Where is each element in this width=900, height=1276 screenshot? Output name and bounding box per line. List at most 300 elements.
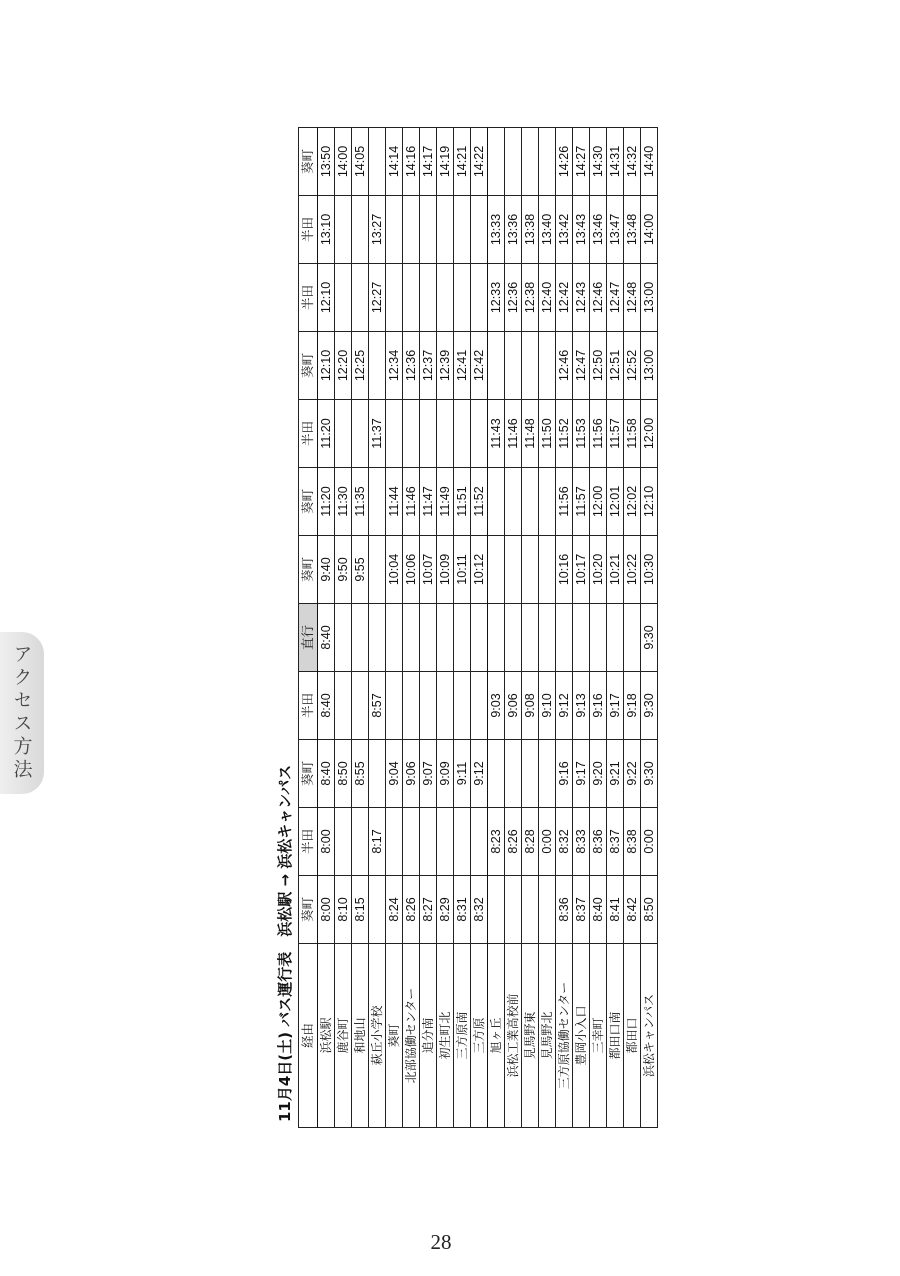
time-cell: 12:42 (471, 332, 488, 400)
time-cell: 12:02 (624, 468, 641, 536)
time-cell: 8:37 (573, 876, 590, 944)
time-cell: 14:22 (471, 128, 488, 196)
time-cell: 12:25 (352, 332, 369, 400)
time-cell: 11:44 (386, 468, 403, 536)
time-cell (352, 604, 369, 672)
stop-name: 豊岡小入口 (573, 944, 590, 1128)
time-cell (505, 468, 522, 536)
time-cell: 8:40 (590, 876, 607, 944)
time-cell (335, 808, 352, 876)
time-cell: 9:16 (590, 672, 607, 740)
time-cell (437, 400, 454, 468)
route-header-5: 直行 (299, 604, 318, 672)
time-cell (437, 196, 454, 264)
table-row (454, 128, 471, 1128)
time-cell: 9:20 (590, 740, 607, 808)
timetable-header-row (299, 128, 318, 1128)
time-cell (352, 400, 369, 468)
route-header-label: 経由 (299, 944, 318, 1128)
time-cell: 9:10 (539, 672, 556, 740)
time-cell (590, 604, 607, 672)
time-cell: 8:15 (352, 876, 369, 944)
time-cell: 0:00 (641, 808, 658, 876)
time-cell: 8:41 (607, 876, 624, 944)
time-cell: 11:52 (556, 400, 573, 468)
time-cell: 12:10 (318, 332, 335, 400)
time-cell (488, 740, 505, 808)
table-row (352, 128, 369, 1128)
table-row (369, 128, 386, 1128)
time-cell: 11:30 (335, 468, 352, 536)
route-header-1: 葵町 (299, 876, 318, 944)
time-cell (420, 400, 437, 468)
time-cell: 11:20 (318, 400, 335, 468)
table-row (607, 128, 624, 1128)
time-cell: 9:30 (641, 740, 658, 808)
time-cell: 14:00 (641, 196, 658, 264)
time-cell: 8:27 (420, 876, 437, 944)
time-cell: 10:17 (573, 536, 590, 604)
time-cell: 12:39 (437, 332, 454, 400)
time-cell (335, 672, 352, 740)
time-cell: 13:33 (488, 196, 505, 264)
time-cell: 9:12 (471, 740, 488, 808)
time-cell: 8:28 (522, 808, 539, 876)
time-cell (522, 740, 539, 808)
time-cell: 8:36 (556, 876, 573, 944)
time-cell (437, 604, 454, 672)
time-cell (437, 264, 454, 332)
time-cell: 8:50 (641, 876, 658, 944)
time-cell (386, 264, 403, 332)
time-cell (539, 468, 556, 536)
time-cell (420, 264, 437, 332)
time-cell (505, 876, 522, 944)
time-cell: 11:47 (420, 468, 437, 536)
time-cell: 12:37 (420, 332, 437, 400)
time-cell (471, 672, 488, 740)
time-cell (505, 128, 522, 196)
time-cell: 12:01 (607, 468, 624, 536)
time-cell: 12:41 (454, 332, 471, 400)
time-cell (403, 264, 420, 332)
page-number: 28 (430, 1230, 452, 1254)
time-cell: 9:30 (641, 604, 658, 672)
time-cell (454, 808, 471, 876)
time-cell (369, 128, 386, 196)
time-cell: 12:42 (556, 264, 573, 332)
route-header-7: 葵町 (299, 468, 318, 536)
time-cell: 12:27 (369, 264, 386, 332)
time-cell (352, 196, 369, 264)
time-cell: 12:00 (641, 400, 658, 468)
time-cell: 13:00 (641, 332, 658, 400)
time-cell: 12:48 (624, 264, 641, 332)
time-cell: 10:20 (590, 536, 607, 604)
stop-name: 浜松工業高校前 (505, 944, 522, 1128)
time-cell: 8:38 (624, 808, 641, 876)
table-row (420, 128, 437, 1128)
time-cell: 8:50 (335, 740, 352, 808)
time-cell (573, 604, 590, 672)
time-cell: 10:12 (471, 536, 488, 604)
time-cell: 12:40 (539, 264, 556, 332)
time-cell: 8:32 (471, 876, 488, 944)
time-cell (522, 876, 539, 944)
time-cell: 11:52 (471, 468, 488, 536)
time-cell (505, 332, 522, 400)
timetable-rotated-content (273, 128, 656, 1128)
time-cell: 13:40 (539, 196, 556, 264)
time-cell (471, 808, 488, 876)
time-cell (454, 400, 471, 468)
route-header-4: 半田 (299, 672, 318, 740)
stop-name: 浜松キャンパス (641, 944, 658, 1128)
table-row (641, 128, 658, 1128)
route-header-2: 半田 (299, 808, 318, 876)
table-row (590, 128, 607, 1128)
time-cell: 11:56 (556, 468, 573, 536)
route-header-6: 葵町 (299, 536, 318, 604)
time-cell: 12:50 (590, 332, 607, 400)
route-header-3: 葵町 (299, 740, 318, 808)
time-cell (386, 604, 403, 672)
time-cell (505, 604, 522, 672)
time-cell: 12:34 (386, 332, 403, 400)
stop-name: 旭ヶ丘 (488, 944, 505, 1128)
time-cell: 8:26 (505, 808, 522, 876)
time-cell: 12:46 (556, 332, 573, 400)
bus-timetable (298, 127, 658, 1128)
time-cell (454, 196, 471, 264)
time-cell: 9:18 (624, 672, 641, 740)
time-cell: 12:51 (607, 332, 624, 400)
stop-name: 三方原協働センター (556, 944, 573, 1128)
stop-name: 葵町 (386, 944, 403, 1128)
time-cell: 9:40 (318, 536, 335, 604)
time-cell: 14:14 (386, 128, 403, 196)
section-side-tab-label: アクセス方法 (10, 644, 33, 782)
time-cell (335, 604, 352, 672)
time-cell: 9:07 (420, 740, 437, 808)
time-cell: 11:48 (522, 400, 539, 468)
time-cell: 9:16 (556, 740, 573, 808)
time-cell (352, 808, 369, 876)
time-cell: 12:33 (488, 264, 505, 332)
time-cell: 10:09 (437, 536, 454, 604)
time-cell: 11:43 (488, 400, 505, 468)
time-cell: 8:40 (318, 672, 335, 740)
table-row (318, 128, 335, 1128)
time-cell (471, 400, 488, 468)
time-cell: 14:40 (641, 128, 658, 196)
time-cell (607, 604, 624, 672)
time-cell: 13:42 (556, 196, 573, 264)
time-cell: 8:32 (556, 808, 573, 876)
time-cell: 10:22 (624, 536, 641, 604)
time-cell (403, 672, 420, 740)
time-cell: 12:36 (403, 332, 420, 400)
time-cell: 14:05 (352, 128, 369, 196)
time-cell: 10:07 (420, 536, 437, 604)
time-cell (420, 672, 437, 740)
stop-name: 三方原南 (454, 944, 471, 1128)
time-cell (488, 128, 505, 196)
time-cell: 13:27 (369, 196, 386, 264)
table-row (437, 128, 454, 1128)
time-cell: 9:03 (488, 672, 505, 740)
time-cell: 12:46 (590, 264, 607, 332)
time-cell: 11:46 (403, 468, 420, 536)
time-cell: 10:04 (386, 536, 403, 604)
time-cell (420, 196, 437, 264)
stop-name: 和地山 (352, 944, 369, 1128)
time-cell: 8:37 (607, 808, 624, 876)
time-cell (386, 808, 403, 876)
time-cell (539, 128, 556, 196)
time-cell: 14:17 (420, 128, 437, 196)
time-cell: 11:56 (590, 400, 607, 468)
time-cell (420, 808, 437, 876)
time-cell (352, 264, 369, 332)
time-cell (403, 400, 420, 468)
time-cell: 11:46 (505, 400, 522, 468)
table-row (624, 128, 641, 1128)
time-cell: 8:57 (369, 672, 386, 740)
time-cell: 9:17 (573, 740, 590, 808)
table-row (471, 128, 488, 1128)
time-cell: 8:00 (318, 876, 335, 944)
table-row (505, 128, 522, 1128)
time-cell: 12:10 (641, 468, 658, 536)
time-cell (505, 740, 522, 808)
timetable-title: 11月4日(土) バス運行表 浜松駅 → 浜松キャンパス (276, 764, 294, 1122)
route-header-12: 葵町 (299, 128, 318, 196)
time-cell: 11:51 (454, 468, 471, 536)
stop-name: 北部協働センター (403, 944, 420, 1128)
time-cell (488, 332, 505, 400)
time-cell (522, 536, 539, 604)
time-cell (437, 808, 454, 876)
time-cell (488, 536, 505, 604)
time-cell: 14:32 (624, 128, 641, 196)
time-cell: 0:00 (539, 808, 556, 876)
time-cell: 14:30 (590, 128, 607, 196)
time-cell: 8:29 (437, 876, 454, 944)
time-cell: 13:10 (318, 196, 335, 264)
time-cell: 9:21 (607, 740, 624, 808)
time-cell (369, 740, 386, 808)
time-cell: 8:23 (488, 808, 505, 876)
time-cell: 9:04 (386, 740, 403, 808)
time-cell: 11:35 (352, 468, 369, 536)
time-cell: 11:37 (369, 400, 386, 468)
time-cell (471, 604, 488, 672)
time-cell: 14:21 (454, 128, 471, 196)
time-cell: 14:26 (556, 128, 573, 196)
time-cell (539, 604, 556, 672)
stop-name: 浜松駅 (318, 944, 335, 1128)
time-cell: 12:36 (505, 264, 522, 332)
section-side-tab (0, 632, 44, 794)
time-cell: 11:50 (539, 400, 556, 468)
stop-name: 鹿谷町 (335, 944, 352, 1128)
time-cell (471, 196, 488, 264)
time-cell (369, 876, 386, 944)
time-cell: 12:20 (335, 332, 352, 400)
time-cell: 12:10 (318, 264, 335, 332)
time-cell (471, 264, 488, 332)
time-cell: 8:55 (352, 740, 369, 808)
time-cell (454, 604, 471, 672)
time-cell: 8:42 (624, 876, 641, 944)
time-cell (539, 332, 556, 400)
time-cell: 10:11 (454, 536, 471, 604)
time-cell: 14:31 (607, 128, 624, 196)
time-cell (522, 604, 539, 672)
time-cell: 8:24 (386, 876, 403, 944)
time-cell: 11:20 (318, 468, 335, 536)
time-cell: 9:30 (641, 672, 658, 740)
time-cell (335, 400, 352, 468)
time-cell: 8:33 (573, 808, 590, 876)
time-cell (386, 400, 403, 468)
time-cell (369, 536, 386, 604)
stop-name: 三方原 (471, 944, 488, 1128)
stop-name: 追分南 (420, 944, 437, 1128)
stop-name: 都田口南 (607, 944, 624, 1128)
time-cell: 13:00 (641, 264, 658, 332)
time-cell: 12:00 (590, 468, 607, 536)
timetable-block (273, 128, 656, 1128)
time-cell: 13:46 (590, 196, 607, 264)
time-cell: 11:49 (437, 468, 454, 536)
time-cell: 8:17 (369, 808, 386, 876)
time-cell: 13:48 (624, 196, 641, 264)
time-cell: 10:16 (556, 536, 573, 604)
table-row (488, 128, 505, 1128)
time-cell (403, 808, 420, 876)
time-cell: 8:10 (335, 876, 352, 944)
time-cell: 14:19 (437, 128, 454, 196)
time-cell: 11:57 (573, 468, 590, 536)
time-cell: 10:06 (403, 536, 420, 604)
route-header-9: 葵町 (299, 332, 318, 400)
time-cell: 12:47 (607, 264, 624, 332)
time-cell (454, 672, 471, 740)
time-cell: 14:16 (403, 128, 420, 196)
time-cell: 9:50 (335, 536, 352, 604)
time-cell: 8:40 (318, 604, 335, 672)
time-cell (369, 332, 386, 400)
time-cell: 9:17 (607, 672, 624, 740)
time-cell: 8:36 (590, 808, 607, 876)
timetable-header (299, 128, 318, 1128)
time-cell (369, 468, 386, 536)
time-cell: 8:26 (403, 876, 420, 944)
time-cell (488, 604, 505, 672)
time-cell: 10:21 (607, 536, 624, 604)
route-header-10: 半田 (299, 264, 318, 332)
time-cell (522, 468, 539, 536)
time-cell: 13:50 (318, 128, 335, 196)
time-cell (522, 332, 539, 400)
time-cell: 8:31 (454, 876, 471, 944)
time-cell: 13:43 (573, 196, 590, 264)
time-cell: 9:12 (556, 672, 573, 740)
time-cell (437, 672, 454, 740)
table-row (556, 128, 573, 1128)
stop-name: 見馬野東 (522, 944, 539, 1128)
time-cell: 11:53 (573, 400, 590, 468)
time-cell (335, 196, 352, 264)
time-cell: 14:00 (335, 128, 352, 196)
stop-name: 三幸町 (590, 944, 607, 1128)
time-cell (488, 468, 505, 536)
time-cell (539, 876, 556, 944)
route-header-8: 半田 (299, 400, 318, 468)
table-row (335, 128, 352, 1128)
time-cell (488, 876, 505, 944)
time-cell: 12:47 (573, 332, 590, 400)
table-row (539, 128, 556, 1128)
time-cell (386, 196, 403, 264)
stop-name: 見馬野北 (539, 944, 556, 1128)
time-cell: 12:52 (624, 332, 641, 400)
time-cell: 9:11 (454, 740, 471, 808)
time-cell: 13:47 (607, 196, 624, 264)
time-cell: 8:00 (318, 808, 335, 876)
time-cell (454, 264, 471, 332)
time-cell (335, 264, 352, 332)
time-cell: 8:40 (318, 740, 335, 808)
time-cell: 9:13 (573, 672, 590, 740)
time-cell: 9:06 (505, 672, 522, 740)
time-cell: 9:22 (624, 740, 641, 808)
time-cell: 11:57 (607, 400, 624, 468)
stop-name: 都田口 (624, 944, 641, 1128)
time-cell: 10:30 (641, 536, 658, 604)
timetable-body (318, 128, 658, 1128)
time-cell (539, 740, 556, 808)
time-cell: 12:38 (522, 264, 539, 332)
time-cell: 14:27 (573, 128, 590, 196)
time-cell (369, 604, 386, 672)
time-cell (505, 536, 522, 604)
time-cell: 12:43 (573, 264, 590, 332)
time-cell: 13:38 (522, 196, 539, 264)
table-row (522, 128, 539, 1128)
stop-name: 萩丘小学校 (369, 944, 386, 1128)
time-cell (352, 672, 369, 740)
time-cell: 9:08 (522, 672, 539, 740)
time-cell (539, 536, 556, 604)
table-row (386, 128, 403, 1128)
time-cell (556, 604, 573, 672)
time-cell: 11:58 (624, 400, 641, 468)
time-cell (386, 672, 403, 740)
time-cell: 9:09 (437, 740, 454, 808)
time-cell (522, 128, 539, 196)
time-cell: 9:55 (352, 536, 369, 604)
time-cell (403, 604, 420, 672)
table-row (573, 128, 590, 1128)
time-cell (420, 604, 437, 672)
time-cell: 9:06 (403, 740, 420, 808)
time-cell: 13:36 (505, 196, 522, 264)
table-row (403, 128, 420, 1128)
route-header-11: 半田 (299, 196, 318, 264)
